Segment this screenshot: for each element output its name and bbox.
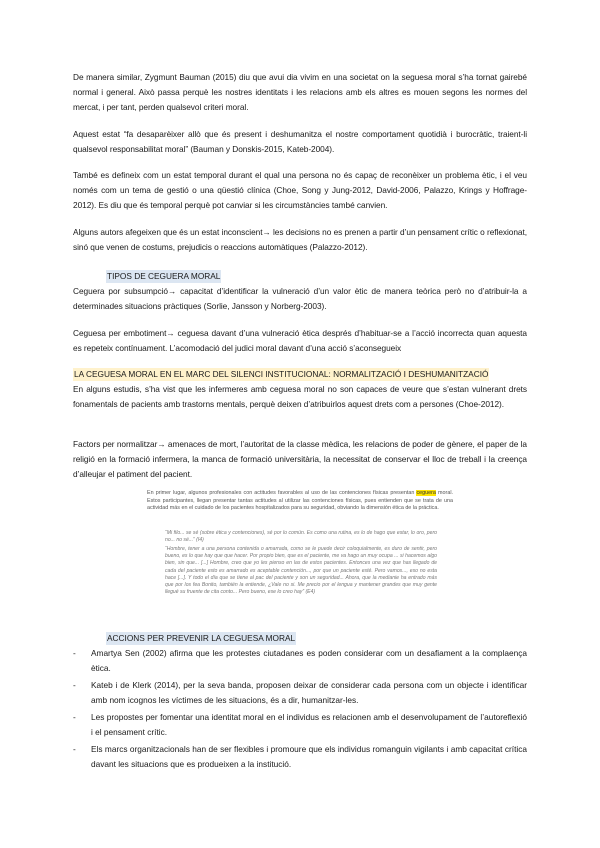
- list-item: - Els marcs organitzacionals han de ser flexibles i promoure que els individus romanguin vigilants i amb capacitat crítica davant les situacions que es produeixen a la institució.: [73, 744, 527, 769]
- bullet-dash: -: [73, 744, 76, 754]
- bullet-dash: -: [73, 680, 76, 690]
- paragraph-subsumpcio: Ceguera por subsumpció→ capacitat d’identificar la vulneració d’un valor ètic de manera teòrica però no d’atribuir-la a determinades situacions pràctiques (Sorlie, Jansson y Norberg-2003).: [73, 286, 527, 311]
- heading-tipos: TIPOS DE CEGUERA MORAL: [107, 271, 221, 281]
- heading-accions: ACCIONS PER PREVENIR LA CEGUESA MORAL: [107, 633, 296, 643]
- paragraph-estat: Aquest estat “fa desaparèixer allò que és present i deshumanitza el nostre comportament quotidià i burocràtic, traient-li qualsevol responsabilitat moral” (Bauman y Donskis-2015, Kateb-2004).: [73, 129, 527, 154]
- paragraph-bauman: De manera similar, Zygmunt Bauman (2015) diu que avui dia vivim en una societat on la seguesa moral s’ha tornat gairebé normal i general. Això passa perquè les nostres identitats i les relacions amb els altres es mouen segons les normes del mercat, i per tant, perden qualsevol criteri moral.: [73, 72, 527, 112]
- paragraph-inconscient: Alguns autors afegeixen que és un estat inconscient→ les decisions no es prenen a partir d’un pensament crític o reflexionat, sinó que venen de costums, prejudicis o reaccions automàtiques (Palazzo-2012).: [73, 227, 527, 252]
- list-item: - Les propostes per fomentar una identitat moral en el individus es relacionen amb el desenvolupament de l’autoreflexió i el pensament crític.: [73, 712, 527, 737]
- bullet-dash: -: [73, 712, 76, 722]
- accions-list: [73, 646, 527, 774]
- excerpt-intro: En primer lugar, algunos profesionales con actitudes favorables al uso de las contenciones físicas presentan ceguera moral. Estos participantes, llegan presentar tantas actitudes al utilizar las contenciones físicas, pues entienden que se trata de una actividad más en el cuidado de los pacientes hospitalizados para su seguridad, obviando la dimensión ética de la práctica.: [147, 490, 453, 512]
- heading-marc-silenci: LA CEGUESA MORAL EN EL MARC DEL SILENCI INSTITUCIONAL: NORMALITZACIÓ I DESHUMANITZACIÓ: [74, 369, 489, 379]
- list-item: - Kateb i de Klerk (2014), per la seva banda, proposen deixar de considerar cada persona com un objecte i identificar amb nom icognos les víctimes de les situacions, és a dir, humanitzar-les.: [73, 680, 527, 705]
- bullet-dash: -: [73, 648, 76, 658]
- excerpt-quote-1: “Mi filo... se sé (sobre ética y contenciones), sé por lo común. Es como una rutina, es lo de hago que estar, lo oro, pero no... no sé...” (I4): [165, 530, 437, 544]
- paragraph-embotiment: Ceguesa per embotiment→ ceguesa davant d’una vulneració ètica després d’habituar-se a l’acció incorrecta quan aquesta es repeteix contínuament. L’acomodació del judici moral davant d’una acció s’aconsegueix: [73, 328, 527, 353]
- paragraph-factors: Factors per normalitzar→ amenaces de mort, l’autoritat de la classe mèdica, les relacions de poder de gènere, el paper de la religió en la formació infermera, la manca de formació universitària, la necessitat de conservar el lloc de treball i la creença d’alleujar el patiment del pacient.: [73, 439, 527, 479]
- list-item: - Amartya Sen (2002) afirma que les protestes ciutadanes es poden considerar com un desafiament a la complaença ètica.: [73, 648, 527, 673]
- paragraph-estudis: En alguns estudis, s’ha vist que les infermeres amb ceguesa moral no son capaces de veure que s’estan vulnerant drets fonamentals de pacients amb trastorns mentals, perquè deixen d’atribuirlos aquest drets com a persones (Choe-2012).: [73, 384, 527, 409]
- excerpt-quote-2: “Hombre, tener a una persona contenida o amarrada, como se le puede decir coloquialmente, es duro de sentir, pero bueno, es lo que hay que que hacer. Por propio bien, que es el paciente, me va hago un muy ocupa ... si hacemos algo bien, sin que... [...] Hombre, creo que yo les pienso en las de estos pacientes. Entonces una vez que has llegado de cada del paciente esto es amarrado es aceptable contención..., por que un paciente esté. Pero vamos..., eso no esta hace [...]. Y todo el día que se tiene al pac del paciente y son un seguridad... Ahora, que la medianie ha entrado más que por los fea Bonito, también la entiende, ¿Vale no si. Me precio por el lengua y mantener grandes que muy gente llegué su fruente de cita conto... Pero bueno, ese lo creo hay” (E4): [165, 546, 437, 596]
- quoted-excerpt-image: [147, 490, 453, 620]
- highlight-mark: ceguera: [416, 490, 436, 496]
- paragraph-temporal: També es defineix com un estat temporal durant el qual una persona no és capaç de reconèixer un problema ètic, i el veu només com un tema de gestió o una qüestió clínica (Choe, Song y Jung-2012, David-2006, Palazzo, Krings y Hoffrage-2012). Es diu que és temporal perquè pot canviar si les circumstàncies també canvien.: [73, 170, 527, 210]
